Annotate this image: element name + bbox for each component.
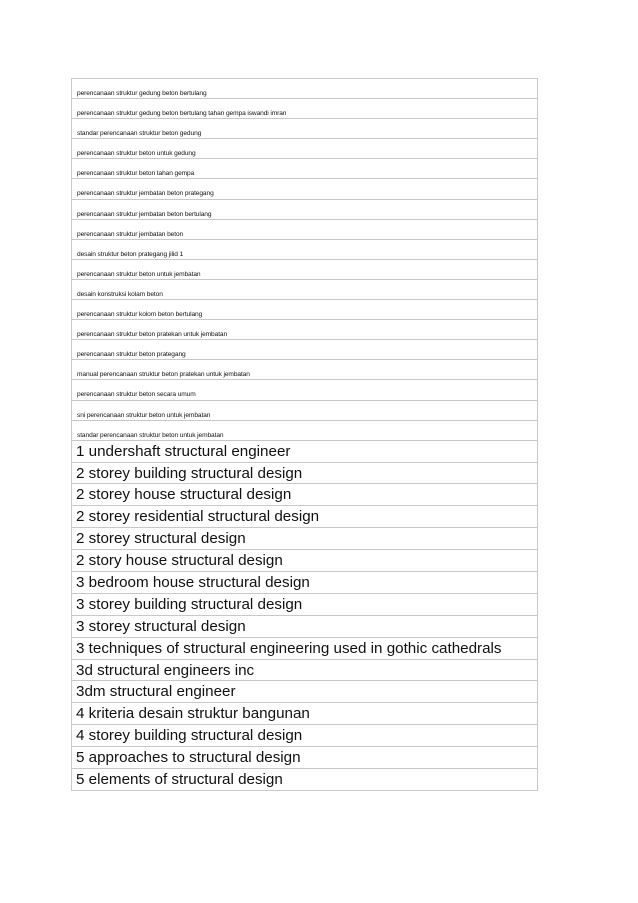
table-row: perencanaan struktur jembatan beton prategang — [72, 179, 537, 199]
table-row: perencanaan struktur beton untuk gedung — [72, 139, 537, 159]
large-keyword-list — [72, 441, 537, 791]
table-row: 3 techniques of structural engineering used in gothic cathedrals — [72, 638, 537, 660]
table-row: 3 bedroom house structural design — [72, 572, 537, 594]
table-row: sni perencanaan struktur beton untuk jembatan — [72, 401, 537, 421]
table-row: 2 story house structural design — [72, 550, 537, 572]
table-row: manual perencanaan struktur beton pratekan untuk jembatan — [72, 360, 537, 380]
table-row: 1 undershaft structural engineer — [72, 441, 537, 463]
table-row: standar perencanaan struktur beton untuk jembatan — [72, 421, 537, 441]
table-row: 3d structural engineers inc — [72, 660, 537, 682]
small-keyword-list — [72, 79, 537, 441]
table-row: perencanaan struktur beton untuk jembatan — [72, 260, 537, 280]
table-row: perencanaan struktur kolom beton bertulang — [72, 300, 537, 320]
table-row: perencanaan struktur beton prategang — [72, 340, 537, 360]
table-row: 2 storey house structural design — [72, 484, 537, 506]
table-row: 2 storey structural design — [72, 528, 537, 550]
table-row: perencanaan struktur gedung beton bertulang — [72, 79, 537, 99]
table-row: perencanaan struktur jembatan beton — [72, 220, 537, 240]
table-row: 3 storey structural design — [72, 616, 537, 638]
table-row: perencanaan struktur beton secara umum — [72, 380, 537, 400]
table-row: perencanaan struktur beton pratekan untuk jembatan — [72, 320, 537, 340]
keyword-table — [71, 78, 538, 791]
table-row: 5 elements of structural design — [72, 769, 537, 791]
table-row: perencanaan struktur gedung beton bertulang tahan gempa iswandi imran — [72, 99, 537, 119]
table-row: 3dm structural engineer — [72, 681, 537, 703]
table-row: 3 storey building structural design — [72, 594, 537, 616]
table-row: desain struktur beton prategang jilid 1 — [72, 240, 537, 260]
table-row: 4 storey building structural design — [72, 725, 537, 747]
table-row: perencanaan struktur jembatan beton bertulang — [72, 200, 537, 220]
table-row: 2 storey building structural design — [72, 463, 537, 485]
table-row: perencanaan struktur beton tahan gempa — [72, 159, 537, 179]
table-row: 2 storey residential structural design — [72, 506, 537, 528]
table-row: desain konstruksi kolam beton — [72, 280, 537, 300]
table-row: 4 kriteria desain struktur bangunan — [72, 703, 537, 725]
table-row: 5 approaches to structural design — [72, 747, 537, 769]
table-row: standar perencanaan struktur beton gedung — [72, 119, 537, 139]
